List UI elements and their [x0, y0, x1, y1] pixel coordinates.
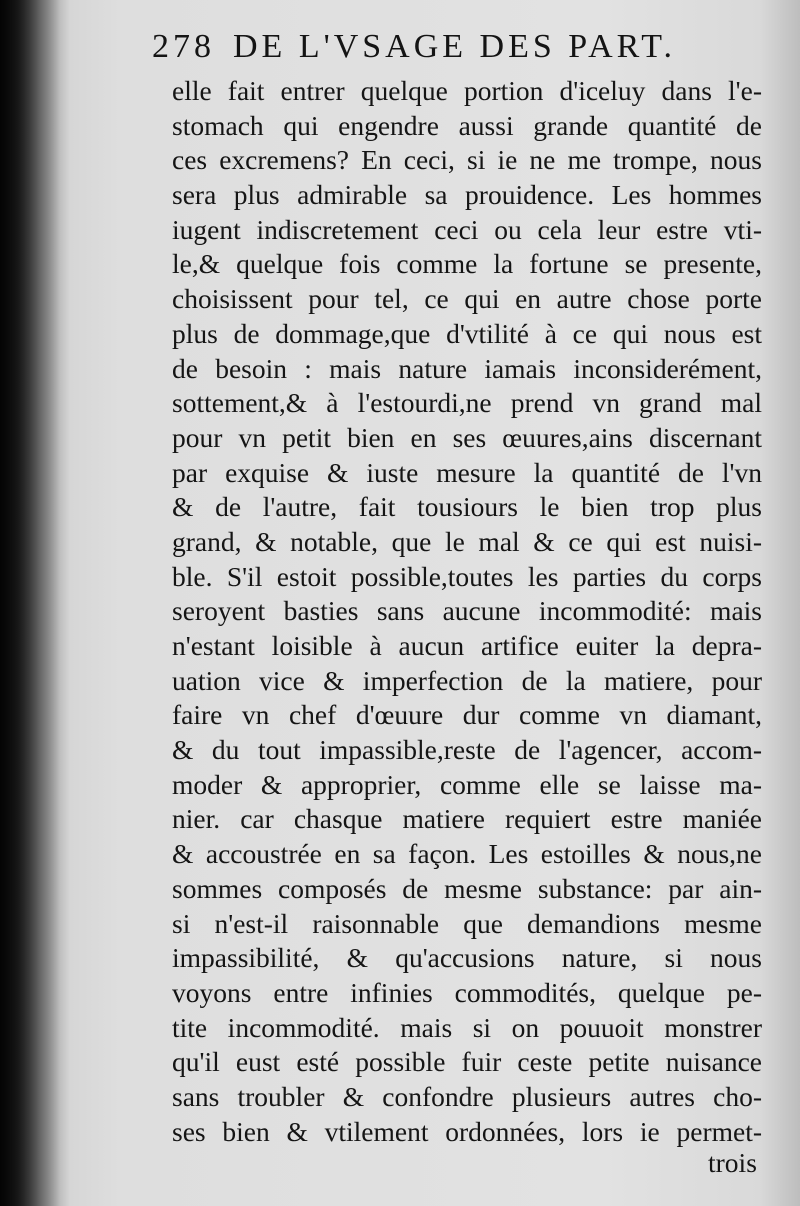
text-line: nier. car chasque matiere requiert estre maniée: [172, 803, 762, 835]
text-line: pour vn petit bien en ses œuures,ains discernant: [172, 421, 762, 453]
text-line: faire vn chef d'œuure dur comme vn diamant,: [172, 699, 762, 731]
page-number: 278: [152, 28, 215, 65]
text-line: de besoin : mais nature iamais inconsiderément,: [172, 352, 762, 384]
text-line: elle fait entrer quelque portion d'iceluy dans l'e-: [172, 75, 762, 106]
text-line: sommes composés de mesme substance: par ain-: [172, 872, 762, 904]
text-line: par exquise & iuste mesure la quantité de l'vn: [172, 456, 762, 488]
text-line: tite incommodité. mais si on pouuoit monstrer: [172, 1011, 762, 1043]
body-text: [172, 74, 772, 1149]
running-title: DE L'VSAGE DES PART.: [233, 28, 677, 65]
text-line: ses bien & vtilement ordonnées, lors ie permet-: [172, 1115, 762, 1147]
text-line: iugent indiscretement ceci ou cela leur estre vti-: [172, 213, 762, 245]
catchword: trois: [708, 1147, 757, 1178]
running-header: [152, 28, 712, 72]
text-line: & de l'autre, fait tousiours le bien trop plus: [172, 491, 762, 523]
text-line: sera plus admirable sa prouidence. Les hommes: [172, 179, 762, 211]
text-line: le,& quelque fois comme la fortune se presente,: [172, 248, 762, 280]
text-line: impassibilité, & qu'accusions nature, si nous: [172, 942, 762, 974]
text-line: & du tout impassible,reste de l'agencer, accom-: [172, 734, 762, 766]
text-line: si n'est-il raisonnable que demandions mesme: [172, 907, 762, 939]
text-line: uation vice & imperfection de la matiere, pour: [172, 664, 762, 696]
text-line: plus de dommage,que d'vtilité à ce qui nous est: [172, 317, 762, 349]
page-gutter-shadow: [0, 0, 60, 1206]
text-line: stomach qui engendre aussi grande quantité de: [172, 109, 762, 141]
text-line: ces excremens? En ceci, si ie ne me trompe, nous: [172, 144, 762, 176]
text-line: ble. S'il estoit possible,toutes les parties du corps: [172, 560, 762, 592]
text-line: & accoustrée en sa façon. Les estoilles & nous,ne: [172, 838, 762, 870]
text-line: n'estant loisible à aucun artifice euiter la depra-: [172, 630, 762, 661]
text-line: grand, & notable, que le mal & ce qui est nuisi-: [172, 525, 762, 557]
text-line: qu'il eust esté possible fuir ceste petite nuisance: [172, 1046, 762, 1078]
text-line: voyons entre infinies commodités, quelque pe-: [172, 976, 762, 1008]
text-line: sans troubler & confondre plusieurs autres cho-: [172, 1080, 762, 1112]
text-line: seroyent basties sans aucune incommodité: mais: [172, 595, 762, 627]
text-line: moder & approprier, comme elle se laisse ma-: [172, 768, 762, 800]
text-line: sottement,& à l'estourdi,ne prend vn grand mal: [172, 387, 762, 419]
text-line: choisissent pour tel, ce qui en autre chose porte: [172, 283, 762, 315]
